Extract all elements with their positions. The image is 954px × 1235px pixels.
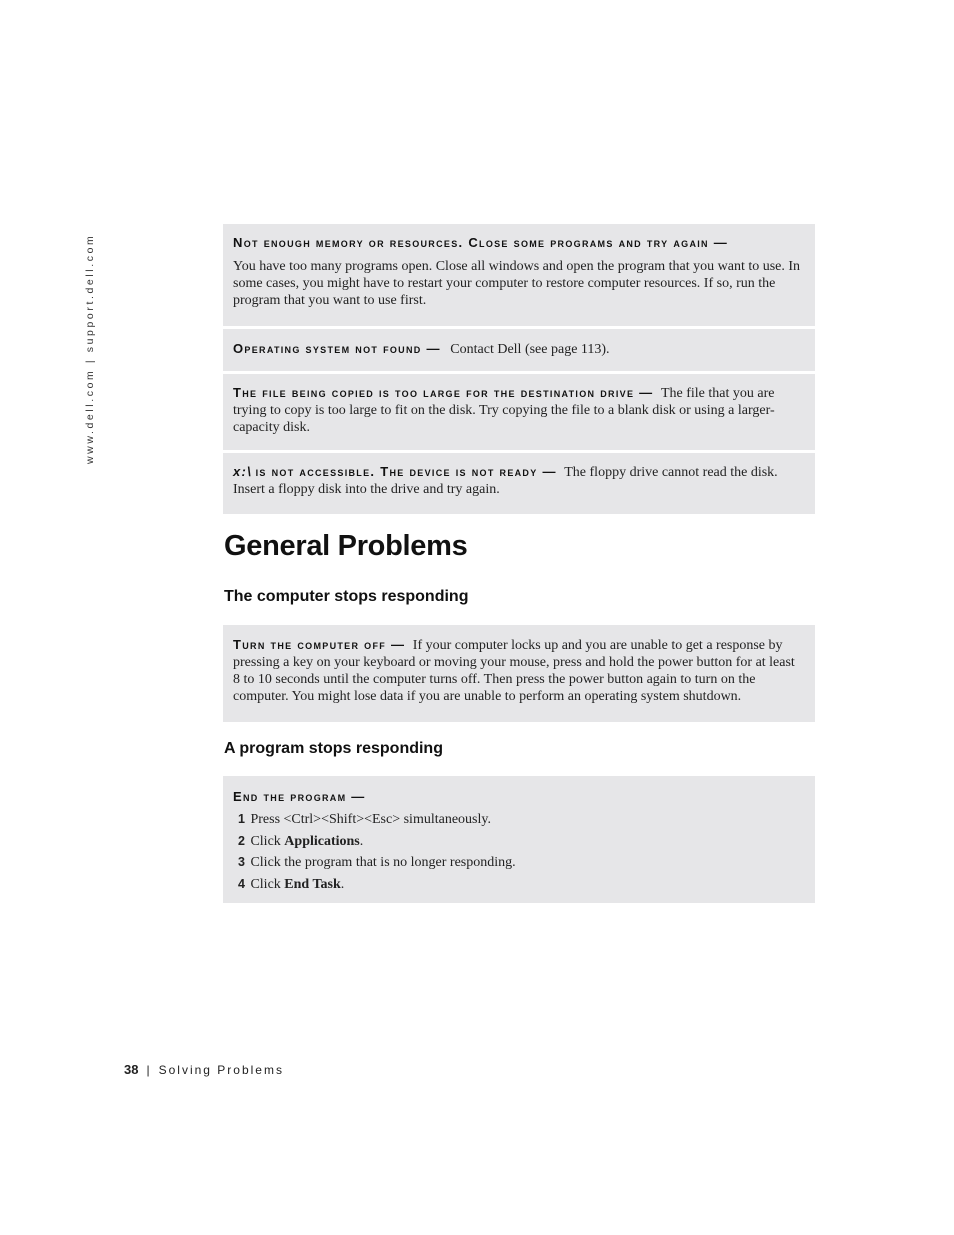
page-footer: [124, 1062, 284, 1077]
step-number: 2: [238, 833, 245, 848]
error-text: The file that you are trying to copy is too large to fit on the disk. Try copying the file to a blank disk or using a larger-capacity disk.: [233, 386, 775, 435]
error-text: Contact Dell (see page 113).: [450, 342, 610, 357]
info-text: If your computer locks up and you are unable to get a response by pressing a key on your keyboard or moving your mouse, press and hold the power button for at least 8 to 10 seconds until the computer turns off. Then press the power button again to turn on the computer. You might lose data if you are unable to perform an operating system shutdown.: [233, 638, 795, 704]
step-list: [233, 809, 804, 895]
step-bold-text: Applications: [284, 833, 360, 849]
subsection-heading-computer: The computer stops responding: [224, 588, 469, 605]
step-item: [238, 874, 804, 896]
info-box-end-program: [223, 776, 815, 903]
step-number: 4: [238, 876, 245, 891]
error-box-file-too-large: [223, 374, 815, 450]
page-number: 38: [124, 1062, 139, 1077]
step-text: Click: [250, 876, 285, 892]
side-url: www.dell.com | support.dell.com: [84, 233, 96, 464]
step-text: Click: [250, 833, 285, 849]
step-item: [238, 852, 804, 874]
section-title: General Problems: [224, 530, 468, 562]
error-box-not-accessible: [223, 453, 815, 514]
error-title: is not accessible. The device is not ready —: [255, 464, 557, 479]
error-title: Operating system not found —: [233, 341, 441, 356]
step-after: .: [359, 833, 364, 849]
footer-separator: |: [146, 1063, 150, 1077]
error-box-memory: [223, 224, 815, 326]
step-after: .: [340, 876, 345, 892]
error-text: You have too many programs open. Close all windows and open the program that you want to use. In some cases, you might have to restart your computer to restore computer resources. If so, run the program that you want to use first.: [233, 259, 801, 308]
info-title: Turn the computer off —: [233, 637, 406, 652]
step-item: [238, 831, 804, 853]
step-number: 3: [238, 855, 245, 869]
error-title: Not enough memory or resources. Close some programs and try again —: [233, 235, 729, 250]
step-text: Click the program that is no longer responding.: [250, 855, 516, 870]
error-title: The file being copied is too large for the destination drive —: [233, 385, 654, 400]
subsection-heading-program: A program stops responding: [224, 740, 443, 757]
step-item: [238, 809, 804, 831]
footer-section: Solving Problems: [158, 1063, 284, 1077]
drive-letter: x:\: [233, 464, 253, 479]
info-box-turn-off: [223, 625, 815, 722]
step-text: Press <Ctrl><Shift><Esc> simultaneously.: [250, 812, 491, 827]
info-title: End the program —: [233, 789, 366, 804]
step-bold-text: End Task: [284, 876, 341, 892]
step-number: 1: [238, 812, 245, 826]
error-box-os-not-found: [223, 329, 815, 371]
error-text: The floppy drive cannot read the disk. Insert a floppy disk into the drive and try again.: [233, 465, 778, 497]
